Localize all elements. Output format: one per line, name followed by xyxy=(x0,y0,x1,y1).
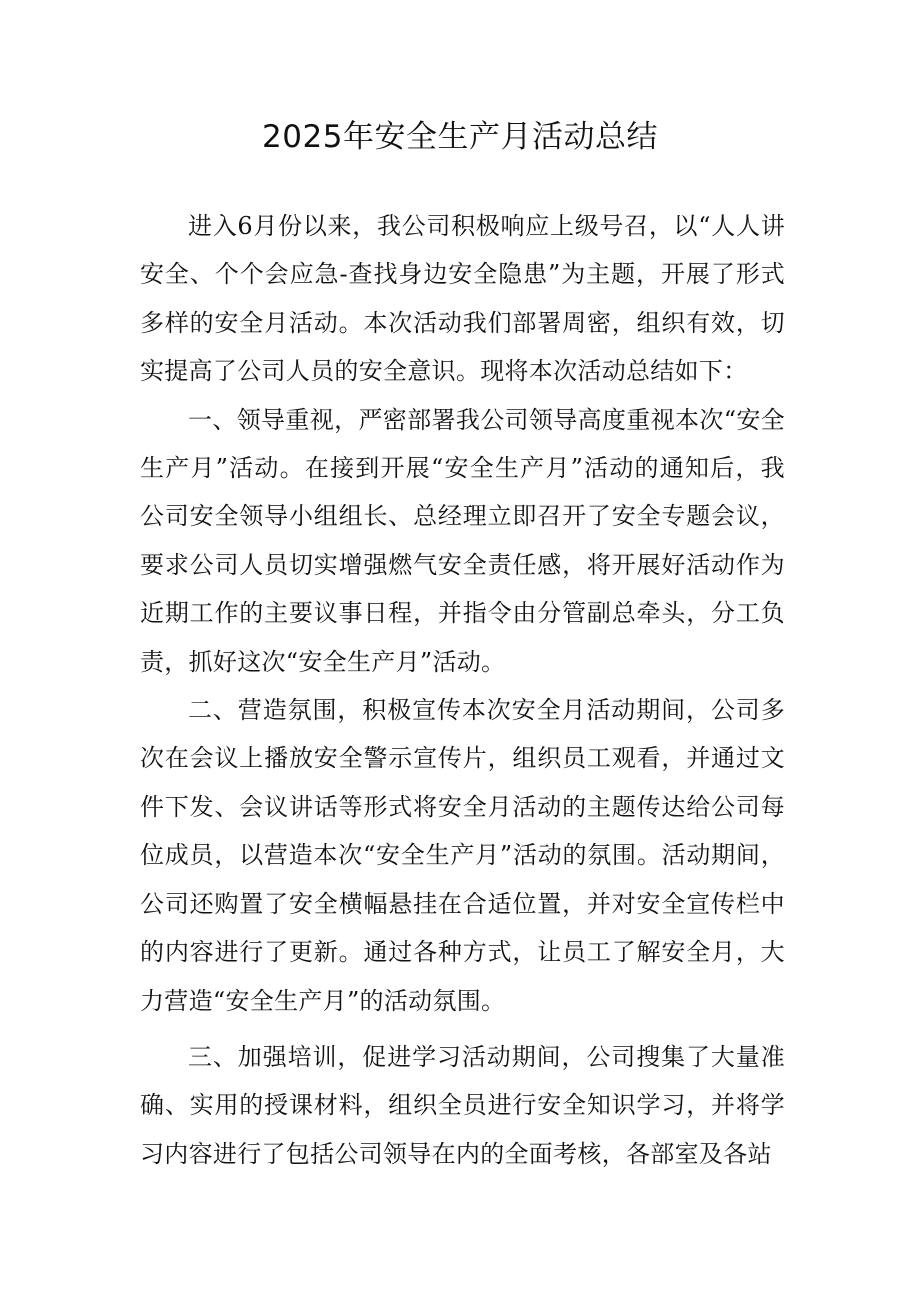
document-body xyxy=(140,202,785,1178)
paragraph-intro: 进入6月份以来，我公司积极响应上级号召，以“人人讲安全、个个会应急-查找身边安全隐患”为主题，开展了形式多样的安全月活动。本次活动我们部署周密，组织有效，切实提高了公司人员的安全意识。现将本次活动总结如下： xyxy=(140,212,785,386)
paragraph-training: 三、加强培训，促进学习活动期间，公司搜集了大量准确、实用的授课材料，组织全员进行安全知识学习，并将学习内容进行了包括公司领导在内的全面考核，各部室及各站 xyxy=(140,1042,785,1168)
paragraph-leadership: 一、领导重视，严密部署我公司领导高度重视本次“安全生产月”活动。在接到开展“安全生产月”活动的通知后，我公司安全领导小组组长、总经理立即召开了安全专题会议，要求公司人员切实增强燃气安全责任感，将开展好活动作为近期工作的主要议事日程，并指令由分管副总牵头，分工负责，抓好这次“安全生产月”活动。 xyxy=(140,405,785,676)
paragraph-atmosphere: 二、营造氛围，积极宣传本次安全月活动期间，公司多次在会议上播放安全警示宣传片，组织员工观看，并通过文件下发、会议讲话等形式将安全月活动的主题传达给公司每位成员，以营造本次“安全生产月”活动的氛围。活动期间，公司还购置了安全横幅悬挂在合适位置，并对安全宣传栏中的内容进行了更新。通过各种方式，让员工了解安全月，大力营造“安全生产月”的活动氛围。 xyxy=(140,696,785,1015)
document-title: 2025年安全生产月活动总结 xyxy=(262,119,658,155)
